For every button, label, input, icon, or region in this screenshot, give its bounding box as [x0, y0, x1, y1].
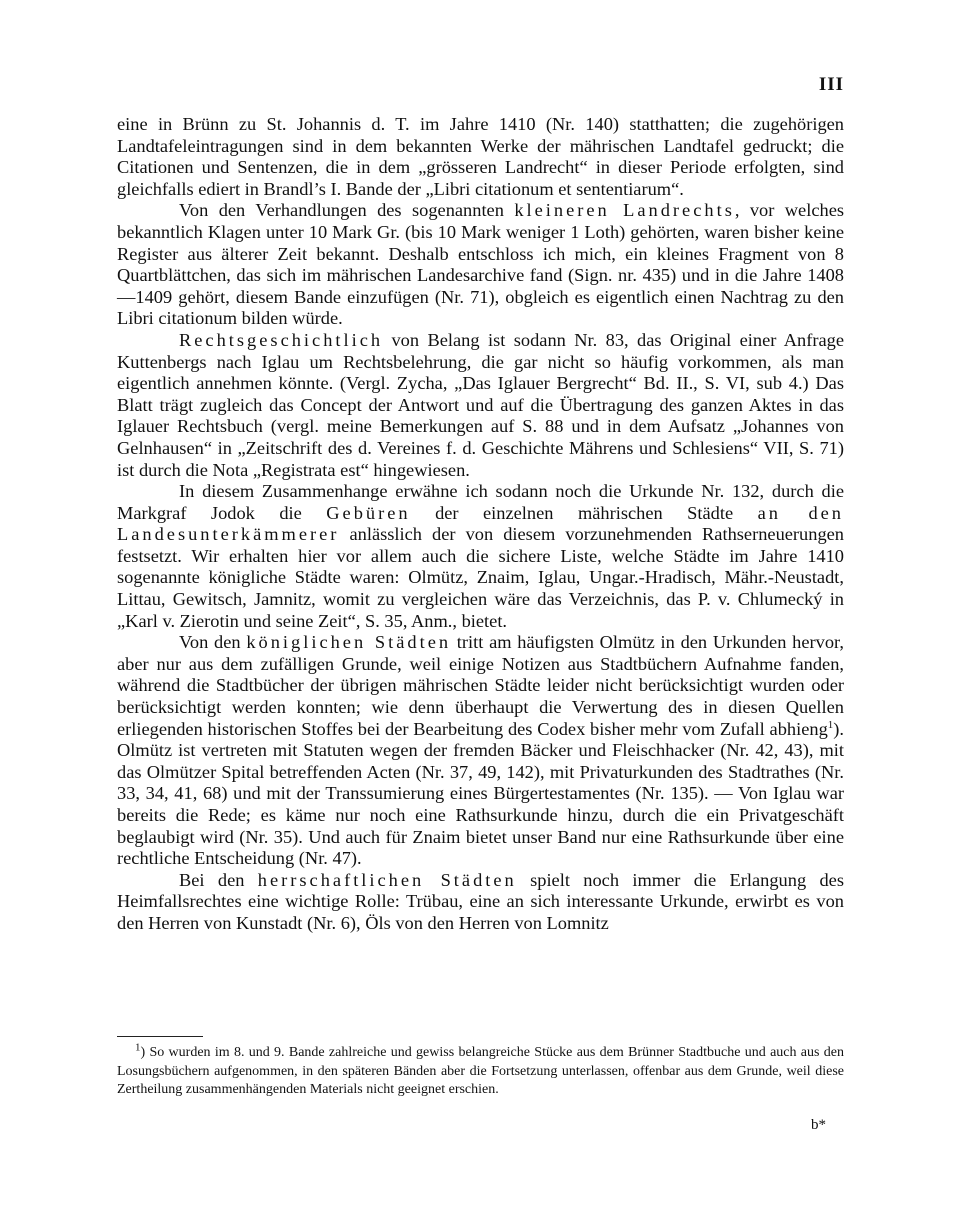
main-text — [117, 114, 844, 935]
paragraph-6-text-c: spielt noch immer die Erlangung des Heimfallsrechtes eine wichtige Rolle: Trübau, eine an sich interessante Urkunde, erwirbt es von den Herren von Kunstadt (Nr. 6), Öls von den Herren von Lomnitz — [117, 869, 844, 933]
paragraph-6-text-a: Bei den — [179, 869, 258, 890]
emphasis-kleineren-landrechts: kleineren Landrechts — [514, 200, 735, 221]
paragraph-4-text-a: In diesem Zusammenhange erwähne ich sodann noch die Urkunde Nr. 132, durch die Markgraf Jodok die — [117, 481, 844, 523]
paragraph-4 — [117, 481, 844, 632]
paragraph-5-text-d: ). Olmütz ist vertreten mit Statuten wegen der fremden Bäcker und Fleischhacker (Nr. 42, 43), mit das Olmützer Spital betreffenden Acten (Nr. 37, 49, 142), mit Privaturkunden des Stadtrathes (Nr. 33, 34, 41, 68) und mit der Transsumierung eines Bürgertestamentes (Nr. 135). — Von Iglau war bereits die Rede; es käme nur noch eine Rathsurkunde hinzu, durch die ein Privatgeschäft beglaubigt wird (Nr. 35). Und auch für Znaim bietet unser Band nur eine Rathsurkunde über eine rechtliche Entscheidung (Nr. 47). — [117, 718, 844, 869]
emphasis-koeniglichen-staedten: königlichen Städten — [246, 632, 452, 653]
paragraph-6 — [117, 870, 844, 935]
paragraph-3 — [117, 330, 844, 481]
footnote-1 — [117, 1041, 844, 1100]
paragraph-4-text-c: der einzelnen mährischen Städte — [410, 502, 758, 523]
footnote-rule — [117, 1036, 203, 1037]
emphasis-landesunterkaemmerer: an den Landesunterkämmerer — [117, 502, 845, 545]
paragraph-1: eine in Brünn zu St. Johannis d. T. im Jahre 1410 (Nr. 140) statthatten; die zugehörigen Landtafeleintragungen sind in dem bekannten Werke der mährischen Landtafel gedruckt; die Citationen und Sentenzen, die in dem „grösseren Landrecht“ in dieser Periode erfolgten, sind gleichfalls ediert in Brandl’s I. Bande der „Libri citationum et sententiarum“. — [117, 114, 844, 199]
footnote-reference[interactable]: 1 — [827, 718, 834, 731]
paragraph-4-text-e: anlässlich der von diesem vorzunehmenden Rathserneuerungen festsetzt. Wir erhalten hier vor allem auch die sichere Liste, welche Städte im Jahre 1410 sogenannte königliche Städte waren: Olmütz, Znaim, Iglau, Ungar.-Hradisch, Mähr.-Neustadt, Littau, Gewitsch, Jamnitz, womit zu vergleichen wäre das Verzeichnis, das P. v. Chlumecký in „Karl v. Zierotin und seine Zeit“, S. 35, Anm., bietet. — [117, 524, 844, 631]
emphasis-herrschaftlichen-staedten: herrschaftlichen Städten — [257, 869, 517, 890]
emphasis-gebueren: Gebüren — [326, 502, 411, 523]
paragraph-5 — [117, 632, 844, 870]
paragraph-2 — [117, 200, 844, 330]
footnotes — [117, 1041, 844, 1100]
paragraph-5-text-c: tritt am häufigsten Olmütz in den Urkunden hervor, aber nur aus dem zufälligen Grunde, weil einige Notizen aus Stadtbüchern Aufnahme fanden, während die Stadtbücher der übrigen mährischen Städte leider nicht berücksichtigt wurden oder berücksichtigt werden konnten; wie denn überhaupt die Verwertung des in diesen Quellen erliegenden historischen Stoffes bei der Bearbeitung des Codex bisher mehr vom Zufall abhieng — [117, 632, 844, 739]
paragraph-5-text-a: Von den — [179, 632, 247, 653]
page-number: III — [818, 74, 844, 95]
signature-mark: b* — [811, 1117, 826, 1133]
footnote-marker: 1 — [135, 1041, 141, 1054]
footnote-text: ) So wurden im 8. und 9. Bande zahlreiche und gewiss belangreiche Stücke aus dem Brünner Stadtbuche und auch aus den Losungsbüchern aufgenommen, in den späteren Bänden aber die Fortsetzung unterlassen, offenbar aus dem Grunde, weil diese Zertheilung zusammenhängenden Materials nicht geeignet erschien. — [117, 1045, 844, 1097]
paragraph-3-text-b: von Belang ist sodann Nr. 83, das Original einer Anfrage Kuttenbergs nach Iglau um Rechtsbelehrung, die gar nicht so häufig vorkommen, als man eigentlich annehmen könnte. (Vergl. Zycha, „Das Iglauer Bergrecht“ Bd. II., S. VI, sub 4.) Das Blatt trägt zugleich das Concept der Antwort und auf die Übertragung des ganzen Aktes in das Iglauer Rechtsbuch (vergl. meine Bemerkungen auf S. 88 und in dem Aufsatz „Johannes von Gelnhausen“ in „Zeitschrift des d. Vereines f. d. Geschichte Mährens und Schlesiens“ VII, S. 71) ist durch die Nota „Registrata est“ hingewiesen. — [117, 329, 844, 480]
emphasis-rechtsgeschichtlich: Rechtsgeschichtlich — [179, 329, 384, 350]
paragraph-2-text-c: , vor welches bekanntlich Klagen unter 10 Mark Gr. (bis 10 Mark weniger 1 Loth) gehörten, waren bisher keine Register aus älterer Zeit bekannt. Deshalb entschloss ich mich, ein kleines Fragment von 8 Quartblättchen, das sich im mährischen Landesarchive fand (Sign. nr. 435) und in die Jahre 1408—1409 gehört, diesem Bande einzufügen (Nr. 71), obgleich es eigentlich einen Nachtrag zu den Libri citationum bilden würde. — [117, 200, 845, 329]
paragraph-2-text-a: Von den Verhandlungen des sogenannten — [179, 200, 515, 221]
